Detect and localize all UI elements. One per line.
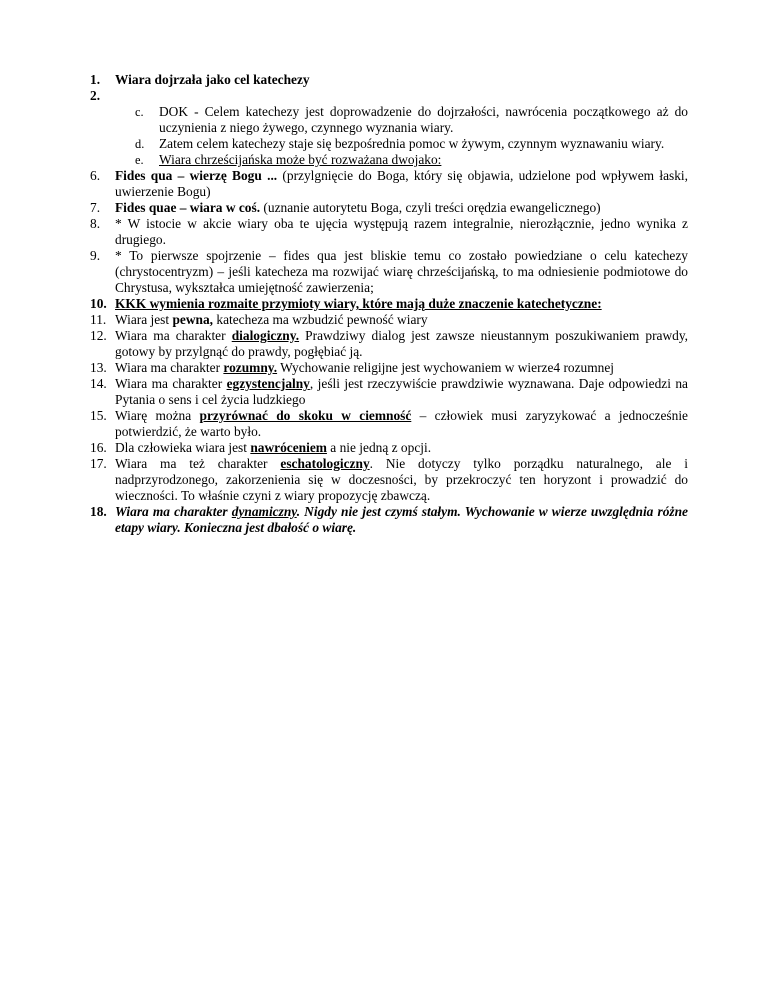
bold-term: przyrównać do skoku w ciemność xyxy=(199,408,412,423)
sublist-item xyxy=(135,152,688,168)
list-item xyxy=(90,168,688,200)
item-number: 18. xyxy=(90,504,107,519)
bold-term: Fides quae – wiara w coś. xyxy=(115,200,261,215)
list-item xyxy=(90,296,688,312)
item-number: 8. xyxy=(90,216,101,231)
list-item xyxy=(90,360,688,376)
sub-text: DOK - Celem katechezy jest doprowadzenie do dojrzałości, nawrócenia początkowego aż do uczynienia z niego żywego, czynnego wyznania wiary. xyxy=(159,104,688,135)
item-text xyxy=(115,200,688,216)
item-post: Prawdziwy dialog jest zawsze nieustannym poszukiwaniem prawdy, gotowy by przylgnąć do prawdy, pogłębiać ją. xyxy=(115,328,689,359)
item-text xyxy=(115,440,688,456)
list-item xyxy=(90,408,688,440)
item-rest: (uznanie autorytetu Boga, czyli treści orędzia ewangelicznego) xyxy=(260,200,601,215)
bold-term: nawróceniem xyxy=(250,440,327,455)
item-post: . Nie dotyczy tylko porządku naturalnego, ale i nadprzyrodzonego, zakorzenienia się w doczesności, by przekroczyć ten horyzont i prowadzić do wieczności. To właśnie czyni z wiary propozycję zbawczą. xyxy=(115,456,688,503)
bold-term: eschatologiczny xyxy=(280,456,370,471)
item-number: 2. xyxy=(90,88,101,103)
document-content xyxy=(90,72,688,536)
list-item xyxy=(90,216,688,248)
item-pre: Wiara ma charakter xyxy=(115,376,227,391)
bold-term: dialogiczny. xyxy=(231,328,300,343)
item-text xyxy=(115,360,688,376)
item-number: 1. xyxy=(90,72,101,87)
item-text xyxy=(115,376,688,408)
sub-letter: e. xyxy=(135,153,144,167)
item-pre: Dla człowieka wiara jest xyxy=(115,440,251,455)
list-item xyxy=(90,328,688,360)
item-text xyxy=(115,504,688,536)
bold-term: egzystencjalny xyxy=(226,376,310,391)
item-number: 10. xyxy=(90,296,107,311)
item-post: Wychowanie religijne jest wychowaniem w wierze4 rozumnej xyxy=(277,360,615,375)
list-item xyxy=(90,504,688,536)
item-rest: (przylgnięcie do Boga, który się objawia, udzielone pod wpływem łaski, uwierzenie Bogu) xyxy=(115,168,688,199)
bold-term: rozumny. xyxy=(223,360,278,375)
sub-letter: d. xyxy=(135,137,145,151)
item-number: 14. xyxy=(90,376,107,391)
bold-term: dynamiczny xyxy=(231,504,297,519)
section-heading: KKK wymienia rozmaite przymioty wiary, które mają duże znaczenie katechetyczne: xyxy=(115,296,602,311)
list-item xyxy=(90,440,688,456)
item-number: 12. xyxy=(90,328,107,343)
empty-item-text xyxy=(115,88,688,104)
item-pre: Wiarę można xyxy=(115,408,200,423)
list-item xyxy=(90,376,688,408)
sub-text: Zatem celem katechezy staje się bezpośrednia pomoc w żywym, czynnym wyznawaniu wiary. xyxy=(159,136,665,151)
item-pre: Wiara ma charakter xyxy=(115,360,224,375)
item-number: 11. xyxy=(90,312,107,327)
item-number: 13. xyxy=(90,360,107,375)
sub-letter: c. xyxy=(135,105,144,119)
item-text xyxy=(115,456,688,504)
list-item xyxy=(90,456,688,504)
list-item xyxy=(90,72,688,88)
item-pre: Wiara ma charakter xyxy=(115,504,232,519)
sublist-item xyxy=(135,104,688,136)
list-item xyxy=(90,248,688,296)
item-number: 15. xyxy=(90,408,107,423)
item-number: 6. xyxy=(90,168,101,183)
bold-term: Fides qua – wierzę Bogu ... xyxy=(115,168,278,183)
bold-term: pewna, xyxy=(172,312,214,327)
item-text xyxy=(115,408,688,440)
item-number: 9. xyxy=(90,248,101,263)
item-number: 7. xyxy=(90,200,101,215)
item-text: * To pierwsze spojrzenie – fides qua jest bliskie temu co zostało powiedziane o celu katechezy (chrystocentryzm) – jeśli katecheza ma rozwijać wiarę chrześcijańską, to ma odniesienie podmiotowe do Chrystusa, wykształca umiejętność zawierzenia; xyxy=(115,248,688,295)
item-post: , jeśli jest rzeczywiście prawdziwie wyznawana. Daje odpowiedzi na Pytania o sens i cel życia ludzkiego xyxy=(115,376,689,407)
item-number: 17. xyxy=(90,456,107,471)
list-item xyxy=(90,200,688,216)
item-post: katecheza ma wzbudzić pewność wiary xyxy=(213,312,428,327)
sublist-item xyxy=(135,136,688,152)
item-text xyxy=(115,312,688,328)
item-post: – człowiek musi zaryzykować a jednocześnie potwierdzić, że warto było. xyxy=(115,408,688,439)
item-pre: Wiara ma charakter xyxy=(115,328,232,343)
list-item xyxy=(90,88,688,104)
item-number: 16. xyxy=(90,440,107,455)
item-pre: Wiara jest xyxy=(115,312,173,327)
item-post: a nie jedną z opcji. xyxy=(326,440,432,455)
item-pre: Wiara ma też charakter xyxy=(115,456,281,471)
sub-text: Wiara chrześcijańska może być rozważana dwojako: xyxy=(159,152,442,167)
heading-text: Wiara dojrzała jako cel katechezy xyxy=(115,72,310,87)
list-item xyxy=(90,312,688,328)
item-text xyxy=(115,168,688,200)
item-text xyxy=(115,328,688,360)
item-text: * W istocie w akcie wiary oba te ujęcia występują razem integralnie, nierozłącznie, jedno wynika z drugiego. xyxy=(115,216,688,247)
item-post: . Nigdy nie jest czymś stałym. Wychowanie w wierze uwzględnia różne etapy wiary. Konieczna jest dbałość o wiarę. xyxy=(115,504,688,535)
